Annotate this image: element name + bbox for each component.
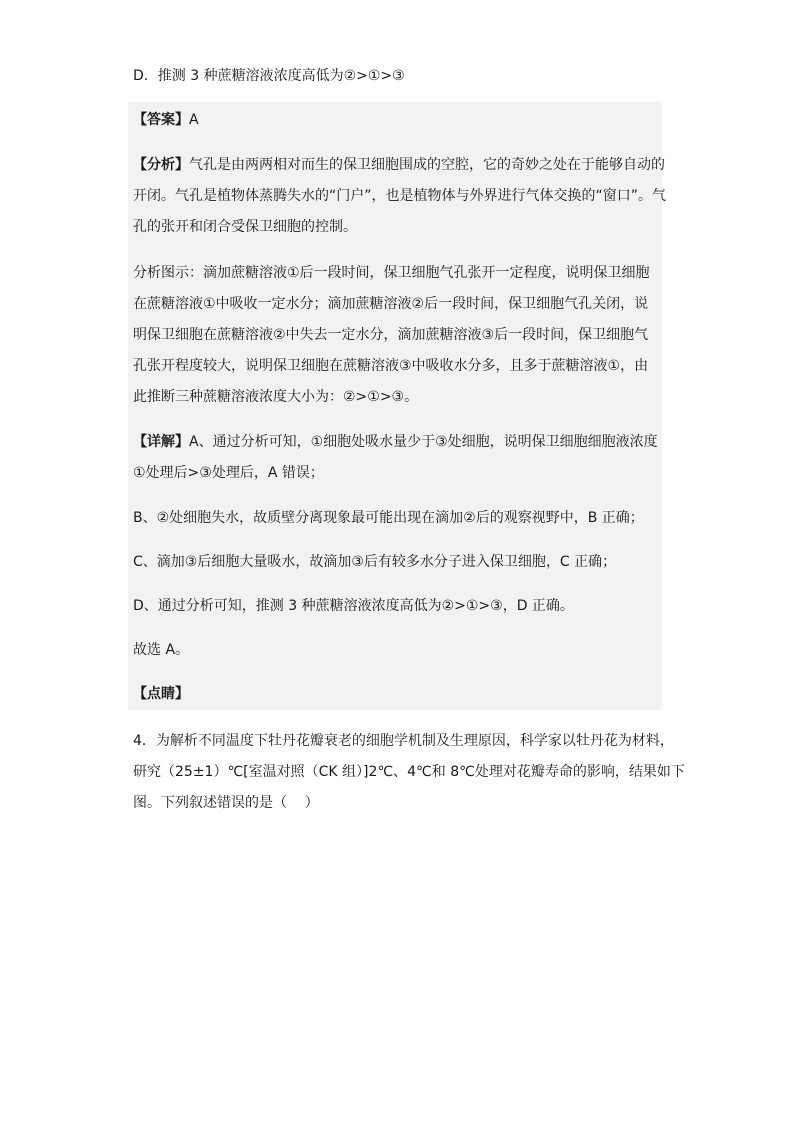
answer-value: A: [189, 112, 199, 128]
figure-analysis-line-3: 明保卫细胞在蔗糖溶液②中失去一定水分，滴加蔗糖溶液③后一段时间，保卫细胞气: [133, 327, 649, 343]
answer-line: [133, 110, 199, 130]
detail-text-1: A、通过分析可知，①细胞处吸水量少于③处细胞，说明保卫细胞细胞液浓度: [189, 434, 658, 450]
figure-analysis-line-2: 在蔗糖溶液①中吸收一定水分；滴加蔗糖溶液②后一段时间，保卫细胞气孔关闭，说: [133, 296, 649, 312]
conclusion-text: 故选 A。: [133, 642, 190, 658]
question4-line-2: 研究（25±1）℃[室温对照（CK 组）]2℃、4℃和 8℃处理对花瓣寿命的影响，结果如下: [133, 764, 685, 780]
item-c-text: C、滴加③后细胞大量吸水，故滴加③后有较多水分子进入保卫细胞，C 正确；: [133, 554, 617, 570]
item-d-text: D、通过分析可知，推测 3 种蔗糖溶液浓度高低为②>①>③，D 正确。: [133, 598, 574, 614]
detail-label: 【详解】: [133, 434, 189, 450]
item-b-text: B、②处细胞失水，故质壁分离现象最可能出现在滴加②后的观察视野中，B 正确；: [133, 510, 644, 526]
analysis-line-2: 开闭。气孔是植物体蒸腾失水的“门户”，也是植物体与外界进行气体交换的“窗口”。气: [133, 188, 667, 204]
detail-line-2: ①处理后>③处理后，A 错误；: [133, 465, 324, 481]
analysis-line-1: [133, 155, 665, 175]
question4-line-1: 4．为解析不同温度下牡丹花瓣衰老的细胞学机制及生理原因，科学家以牡丹花为材料，: [133, 733, 674, 749]
figure-analysis-line-4: 孔张开程度较大，说明保卫细胞在蔗糖溶液③中吸收水分多，且多于蔗糖溶液①，由: [133, 358, 649, 374]
comment-label: 【点睛】: [133, 686, 189, 702]
figure-analysis-line-5: 此推断三种蔗糖溶液浓度大小为：②>①>③。: [133, 389, 419, 405]
figure-analysis-line-1: 分析图示：滴加蔗糖溶液①后一段时间，保卫细胞气孔张开一定程度，说明保卫细胞: [133, 265, 650, 281]
detail-line-1: [133, 432, 658, 452]
analysis-label: 【分析】: [133, 157, 189, 173]
answer-label: 【答案】: [133, 112, 189, 128]
option-d-text: D．推测 3 种蔗糖溶液浓度高低为②>①>③: [133, 68, 405, 84]
analysis-text-1: 气孔是由两两相对而生的保卫细胞围成的空腔，它的奇妙之处在于能够自动的: [189, 157, 665, 173]
analysis-line-3: 孔的张开和闭合受保卫细胞的控制。: [133, 219, 357, 235]
question4-line-3: 图。下列叙述错误的是（ ）: [133, 795, 319, 811]
